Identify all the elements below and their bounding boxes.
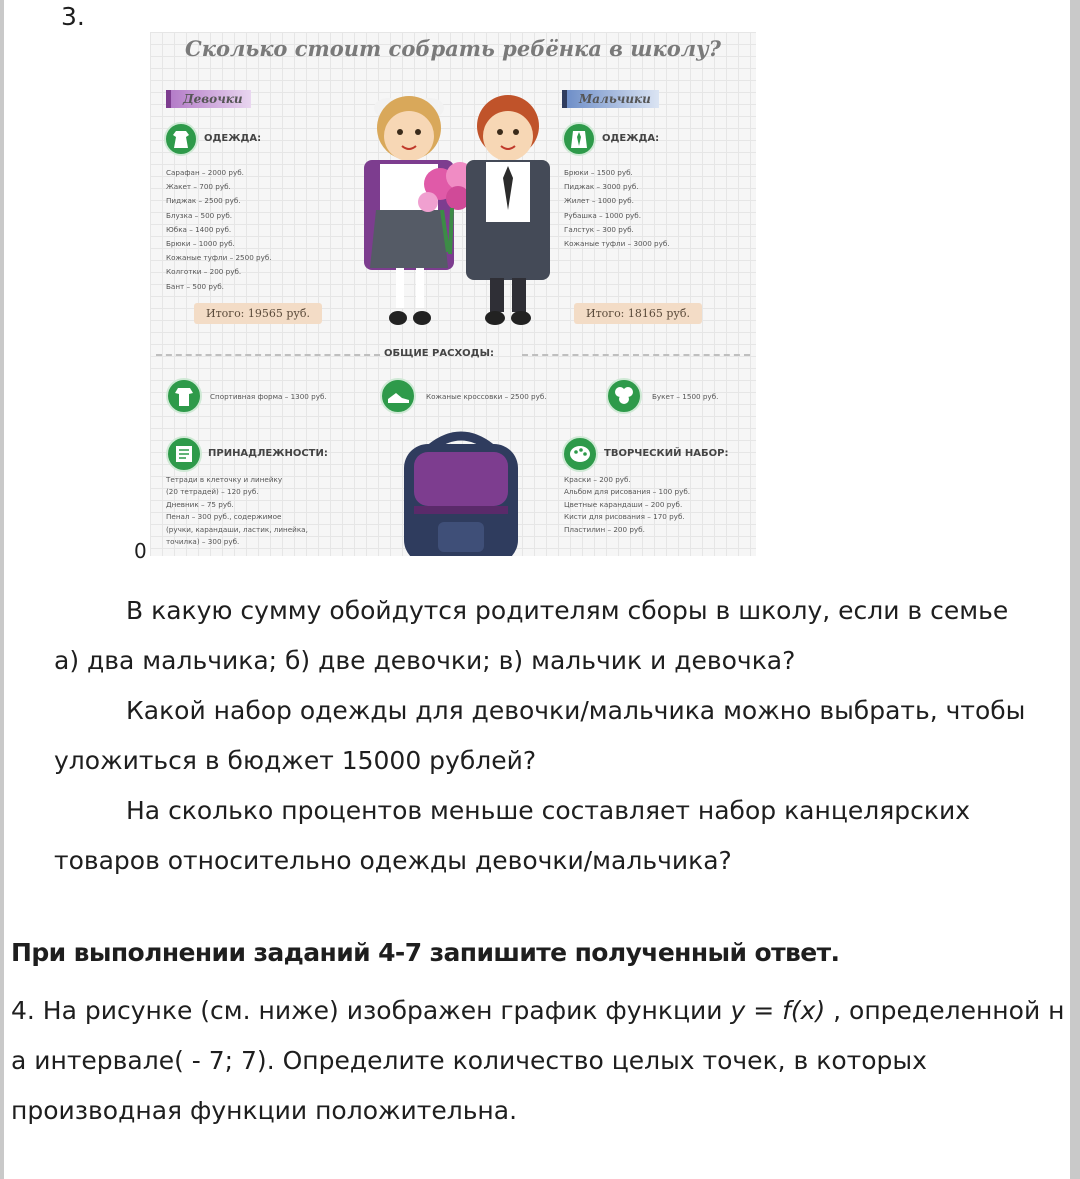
task4-text: 4. На рисунке (см. ниже) изображен график функции [11,996,731,1025]
creative-title: ТВОРЧЕСКИЙ НАБОР: [604,448,729,459]
list-item: Пенал – 300 руб., содержимое [166,512,282,522]
creative-list [564,474,690,536]
function-formula: y = f(x) [730,996,826,1025]
question-line: На сколько процентов меньше составляет набор канцелярских [126,796,971,825]
task4-text: , определенной н [825,996,1065,1025]
boys-total-tag: Итого: 18165 руб. [574,303,702,324]
document-page [4,0,1070,1179]
list-item: Тетради в клеточку и линейку [166,475,283,484]
list-item: Пластилин – 200 руб. [564,524,645,534]
bouquet-icon [606,378,642,414]
list-item: точилка) – 300 руб. [166,537,240,547]
stray-mark: 0 [134,539,147,563]
list-item: Бант – 500 руб. [166,281,224,291]
divider-right [522,354,750,356]
question-line: В какую сумму обойдутся родителям сборы в школу, если в семье [126,596,1009,625]
list-item: Сарафан – 2000 руб. [166,168,244,177]
list-item: Юбка – 1400 руб. [166,224,232,234]
school-cost-infographic [150,32,756,556]
list-item: Альбом для рисования – 100 руб. [564,487,691,497]
girls-total-tag: Итого: 19565 руб. [194,303,322,324]
common-item: Спортивная форма – 1300 руб. [210,392,327,401]
list-item: (ручки, карандаши, ластик, линейка, [166,524,308,534]
backpack-illustration [386,426,536,556]
list-item: (20 тетрадей) – 120 руб. [166,487,259,497]
task4-line1 [11,996,1065,1026]
question-line: товаров относительно одежды девочки/мальчика? [54,846,732,875]
list-item: Брюки – 1500 руб. [564,168,633,177]
list-item: Кожаные туфли – 2500 руб. [166,253,272,263]
dress-icon [164,122,198,156]
list-item: Колготки – 200 руб. [166,267,242,277]
children-illustration [340,82,570,330]
list-item: Жакет – 700 руб. [166,182,231,192]
common-item: Букет – 1500 руб. [652,392,719,401]
infographic-title: Сколько стоит собрать ребёнка в школу? [185,36,721,61]
task-number: 3. [61,2,85,31]
girls-clothes-title: ОДЕЖДА: [204,133,262,144]
supplies-icon [166,436,202,472]
question-line: Какой набор одежды для девочки/мальчика можно выбрать, чтобы [126,696,1026,725]
girls-clothes-list [166,166,272,294]
girls-header: Девочки [166,90,251,108]
boys-header: Мальчики [562,90,659,108]
sneaker-icon [380,378,416,414]
list-item: Пиджак – 2500 руб. [166,196,241,206]
common-title: ОБЩИЕ РАСХОДЫ: [384,348,494,359]
question-line: уложиться в бюджет 15000 рублей? [54,746,537,775]
list-item: Брюки – 1000 руб. [166,239,235,249]
divider-left [156,354,380,356]
list-item: Галстук – 300 руб. [564,224,634,234]
task4-line3: производная функции положительна. [11,1096,518,1125]
task4-line2: а интервале( - 7; 7). Определите количество целых точек, в которых [11,1046,927,1075]
list-item: Кисти для рисования – 170 руб. [564,512,685,522]
supplies-list [166,474,308,548]
list-item: Дневник – 75 руб. [166,499,234,509]
boys-clothes-title: ОДЕЖДА: [602,133,660,144]
palette-icon [562,436,598,472]
list-item: Краски – 200 руб. [564,475,631,484]
list-item: Кожаные туфли – 3000 руб. [564,239,670,249]
list-item: Блузка – 500 руб. [166,210,233,220]
list-item: Рубашка – 1000 руб. [564,210,642,220]
question-line: а) два мальчика; б) две девочки; в) мальчик и девочка? [54,646,796,675]
sportswear-icon [166,378,202,414]
boy-figure [466,95,550,325]
supplies-title: ПРИНАДЛЕЖНОСТИ: [208,448,328,459]
common-item: Кожаные кроссовки – 2500 руб. [426,392,547,401]
list-item: Пиджак – 3000 руб. [564,182,639,192]
boys-clothes-list [564,166,670,251]
list-item: Цветные карандаши – 200 руб. [564,499,683,509]
list-item: Жилет – 1000 руб. [564,196,634,206]
instruction-heading: При выполнении заданий 4-7 запишите полученный ответ. [11,938,840,967]
